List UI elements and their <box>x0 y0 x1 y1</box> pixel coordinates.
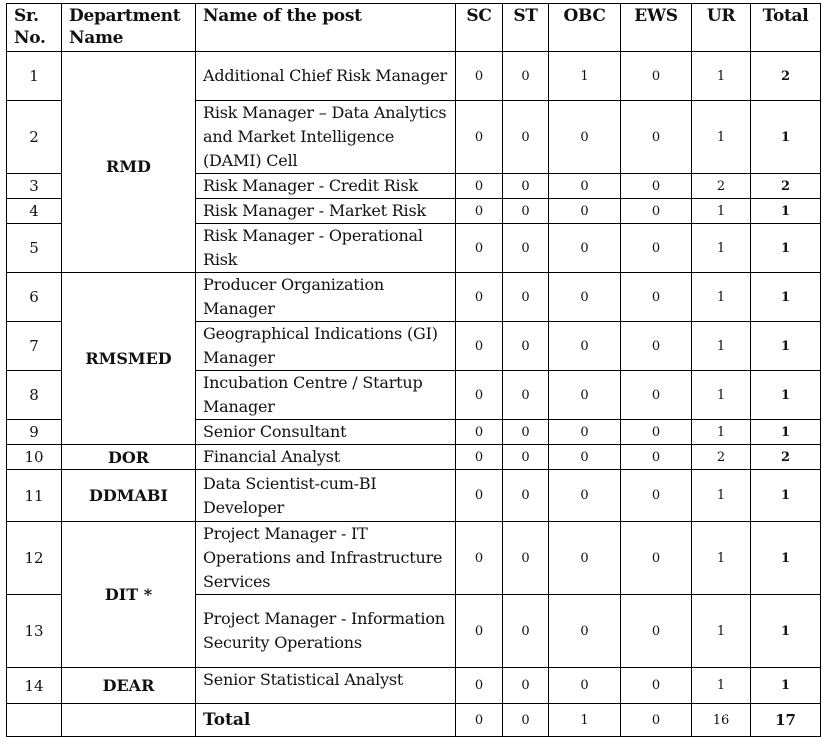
total-count: 1 <box>751 199 821 224</box>
table-row <box>7 470 821 522</box>
ews-count: 0 <box>621 445 692 470</box>
obc-count: 0 <box>549 199 621 224</box>
total-count: 1 <box>751 470 821 522</box>
ur-count: 1 <box>692 470 751 522</box>
sc-count: 0 <box>456 420 503 445</box>
st-count: 0 <box>503 322 549 371</box>
ur-count: 1 <box>692 668 751 704</box>
post-name: Data Scientist-cum-BI Developer <box>196 470 456 522</box>
st-count: 0 <box>503 420 549 445</box>
ur-count: 1 <box>692 101 751 174</box>
ur-count: 1 <box>692 522 751 595</box>
ur-total: 16 <box>692 704 751 737</box>
ur-count: 2 <box>692 445 751 470</box>
total-count: 1 <box>751 420 821 445</box>
header-ews: EWS <box>621 4 692 52</box>
ews-count: 0 <box>621 371 692 420</box>
sc-count: 0 <box>456 371 503 420</box>
grand-total: 17 <box>751 704 821 737</box>
totals-label: Total <box>196 704 456 737</box>
ur-count: 1 <box>692 273 751 322</box>
sc-count: 0 <box>456 101 503 174</box>
total-count: 1 <box>751 224 821 273</box>
ur-count: 1 <box>692 595 751 668</box>
total-count: 1 <box>751 522 821 595</box>
ews-count: 0 <box>621 595 692 668</box>
sc-count: 0 <box>456 595 503 668</box>
obc-count: 0 <box>549 595 621 668</box>
sc-count: 0 <box>456 322 503 371</box>
total-count: 1 <box>751 371 821 420</box>
total-count: 2 <box>751 52 821 101</box>
department-name: DDMABI <box>62 470 196 522</box>
table-row <box>7 445 821 470</box>
header-sc: SC <box>456 4 503 52</box>
post-name: Geographical Indications (GI) Manager <box>196 322 456 371</box>
sr-no: 5 <box>7 224 62 273</box>
sr-no: 6 <box>7 273 62 322</box>
post-name: Additional Chief Risk Manager <box>196 52 456 101</box>
header-post: Name of the post <box>196 4 456 52</box>
post-name: Senior Consultant <box>196 420 456 445</box>
st-count: 0 <box>503 273 549 322</box>
sr-no: 8 <box>7 371 62 420</box>
obc-count: 0 <box>549 101 621 174</box>
obc-count: 0 <box>549 273 621 322</box>
post-name: Senior Statistical Analyst <box>196 668 456 704</box>
ur-count: 1 <box>692 224 751 273</box>
st-count: 0 <box>503 595 549 668</box>
header-department: Department Name <box>62 4 196 52</box>
st-count: 0 <box>503 199 549 224</box>
total-count: 1 <box>751 101 821 174</box>
ur-count: 1 <box>692 199 751 224</box>
obc-count: 0 <box>549 470 621 522</box>
obc-count: 0 <box>549 322 621 371</box>
post-name: Project Manager - IT Operations and Infrastructure Services <box>196 522 456 595</box>
obc-count: 0 <box>549 522 621 595</box>
table-row <box>7 522 821 595</box>
post-name: Incubation Centre / Startup Manager <box>196 371 456 420</box>
total-count: 1 <box>751 322 821 371</box>
table-row <box>7 273 821 322</box>
sr-no: 13 <box>7 595 62 668</box>
ews-count: 0 <box>621 322 692 371</box>
total-count: 1 <box>751 668 821 704</box>
st-count: 0 <box>503 101 549 174</box>
ur-count: 1 <box>692 371 751 420</box>
total-count: 1 <box>751 273 821 322</box>
ur-count: 1 <box>692 322 751 371</box>
sc-count: 0 <box>456 273 503 322</box>
department-name: DIT * <box>62 522 196 668</box>
ews-count: 0 <box>621 174 692 199</box>
ews-count: 0 <box>621 52 692 101</box>
ews-count: 0 <box>621 101 692 174</box>
ews-count: 0 <box>621 522 692 595</box>
ur-count: 1 <box>692 420 751 445</box>
sr-no: 11 <box>7 470 62 522</box>
obc-count: 1 <box>549 52 621 101</box>
sr-no: 7 <box>7 322 62 371</box>
st-count: 0 <box>503 224 549 273</box>
empty-cell <box>62 704 196 737</box>
obc-total: 1 <box>549 704 621 737</box>
total-count: 2 <box>751 174 821 199</box>
sc-count: 0 <box>456 52 503 101</box>
st-total: 0 <box>503 704 549 737</box>
header-sr-no: Sr. No. <box>7 4 62 52</box>
totals-row <box>7 704 821 737</box>
header-total: Total <box>751 4 821 52</box>
department-name: DEAR <box>62 668 196 704</box>
ews-count: 0 <box>621 199 692 224</box>
sr-no: 2 <box>7 101 62 174</box>
header-ur: UR <box>692 4 751 52</box>
ews-count: 0 <box>621 224 692 273</box>
sc-total: 0 <box>456 704 503 737</box>
st-count: 0 <box>503 52 549 101</box>
post-name: Project Manager - Information Security Operations <box>196 595 456 668</box>
st-count: 0 <box>503 522 549 595</box>
sr-no: 4 <box>7 199 62 224</box>
ews-total: 0 <box>621 704 692 737</box>
st-count: 0 <box>503 668 549 704</box>
ews-count: 0 <box>621 470 692 522</box>
header-row <box>7 4 821 52</box>
sc-count: 0 <box>456 224 503 273</box>
department-name: RMSMED <box>62 273 196 445</box>
sc-count: 0 <box>456 199 503 224</box>
sr-no: 1 <box>7 52 62 101</box>
obc-count: 0 <box>549 420 621 445</box>
total-count: 2 <box>751 445 821 470</box>
post-name: Risk Manager - Operational Risk <box>196 224 456 273</box>
sc-count: 0 <box>456 668 503 704</box>
total-count: 1 <box>751 595 821 668</box>
st-count: 0 <box>503 445 549 470</box>
sc-count: 0 <box>456 470 503 522</box>
sr-no: 10 <box>7 445 62 470</box>
post-name: Financial Analyst <box>196 445 456 470</box>
sr-no: 9 <box>7 420 62 445</box>
st-count: 0 <box>503 371 549 420</box>
sr-no: 3 <box>7 174 62 199</box>
post-name: Producer Organization Manager <box>196 273 456 322</box>
ews-count: 0 <box>621 420 692 445</box>
header-obc: OBC <box>549 4 621 52</box>
post-name: Risk Manager – Data Analytics and Market Intelligence (DAMI) Cell <box>196 101 456 174</box>
obc-count: 0 <box>549 174 621 199</box>
st-count: 0 <box>503 470 549 522</box>
post-name: Risk Manager - Credit Risk <box>196 174 456 199</box>
sc-count: 0 <box>456 522 503 595</box>
ews-count: 0 <box>621 668 692 704</box>
sr-no: 14 <box>7 668 62 704</box>
table-row <box>7 668 821 704</box>
obc-count: 0 <box>549 445 621 470</box>
department-name: RMD <box>62 52 196 273</box>
sc-count: 0 <box>456 445 503 470</box>
vacancy-table <box>6 3 821 737</box>
obc-count: 0 <box>549 668 621 704</box>
obc-count: 0 <box>549 371 621 420</box>
sr-no: 12 <box>7 522 62 595</box>
st-count: 0 <box>503 174 549 199</box>
department-name: DOR <box>62 445 196 470</box>
empty-cell <box>7 704 62 737</box>
post-name: Risk Manager - Market Risk <box>196 199 456 224</box>
table-row <box>7 52 821 101</box>
obc-count: 0 <box>549 224 621 273</box>
header-st: ST <box>503 4 549 52</box>
ews-count: 0 <box>621 273 692 322</box>
ur-count: 1 <box>692 52 751 101</box>
ur-count: 2 <box>692 174 751 199</box>
sc-count: 0 <box>456 174 503 199</box>
